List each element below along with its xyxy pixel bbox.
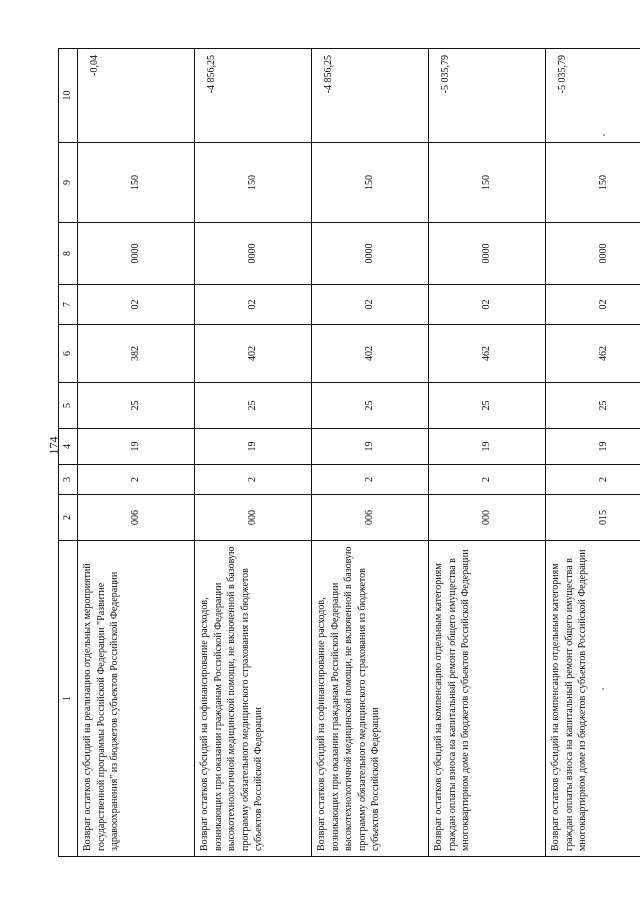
row-code-9: 150 xyxy=(78,143,195,223)
row-code-7: 02 xyxy=(429,285,546,325)
row-code-7: 02 xyxy=(312,285,429,325)
row-code-5: 25 xyxy=(78,383,195,429)
table-header-row xyxy=(59,49,78,857)
row-code-7: 02 xyxy=(546,285,640,325)
row-code-5: 25 xyxy=(195,383,312,429)
row-code-4: 19 xyxy=(429,429,546,465)
row-amount: -0,04 xyxy=(78,49,195,143)
row-code-6: 402 xyxy=(312,325,429,383)
row-code-3: 2 xyxy=(312,465,429,495)
table-row xyxy=(78,49,195,857)
header-cell: 9 xyxy=(59,143,78,223)
row-code-6: 462 xyxy=(429,325,546,383)
header-cell: 7 xyxy=(59,285,78,325)
row-code-9: 150 xyxy=(195,143,312,223)
row-code-8: 0000 xyxy=(312,223,429,285)
row-code-2: 006 xyxy=(78,495,195,541)
table-row xyxy=(546,49,640,857)
budget-table xyxy=(58,48,640,857)
row-code-9: 150 xyxy=(429,143,546,223)
row-code-8: 0000 xyxy=(429,223,546,285)
header-cell: 6 xyxy=(59,325,78,383)
row-code-9: 150 xyxy=(546,143,640,223)
row-code-4: 19 xyxy=(195,429,312,465)
row-code-3: 2 xyxy=(429,465,546,495)
row-code-7: 02 xyxy=(78,285,195,325)
row-code-2: 000 xyxy=(429,495,546,541)
row-code-7: 02 xyxy=(195,285,312,325)
row-code-3: 2 xyxy=(195,465,312,495)
row-code-8: 0000 xyxy=(78,223,195,285)
row-description: Возврат остатков субсидий на софинансирование расходов, возникающих при оказании гражданам Российской Федерации высокотехнологичной медицинской помощи, не включенной в базовую программу обязательного медицинского страхования из бюджетов субъектов Российской Федерации xyxy=(312,541,429,857)
row-code-5: 25 xyxy=(312,383,429,429)
row-code-8: 0000 xyxy=(195,223,312,285)
row-code-6: 402 xyxy=(195,325,312,383)
row-amount: -4 856,25 xyxy=(312,49,429,143)
row-code-4: 19 xyxy=(546,429,640,465)
header-cell: 10 xyxy=(59,49,78,143)
table-row xyxy=(429,49,546,857)
header-cell: 5 xyxy=(59,383,78,429)
header-cell: 4 xyxy=(59,429,78,465)
header-cell: 8 xyxy=(59,223,78,285)
row-description: Возврат остатков субсидий на реализацию отдельных мероприятий государственной программы Российской Федерации "Развитие здравоохранения" из бюджетов субъектов Российской Федерации xyxy=(78,541,195,857)
row-code-5: 25 xyxy=(546,383,640,429)
row-description: Возврат остатков субсидий на компенсацию отдельным категориям граждан оплаты взноса на капитальный ремонт общего имущества в многоквартирном доме из бюджетов субъектов Российской Федерации xyxy=(546,541,640,857)
page-number: 174 xyxy=(46,436,61,455)
row-code-6: 382 xyxy=(78,325,195,383)
row-code-3: 2 xyxy=(78,465,195,495)
header-cell: 2 xyxy=(59,495,78,541)
row-code-5: 25 xyxy=(429,383,546,429)
row-code-4: 19 xyxy=(78,429,195,465)
header-cell: 1 xyxy=(59,541,78,857)
row-code-2: 006 xyxy=(312,495,429,541)
row-code-9: 150 xyxy=(312,143,429,223)
row-amount: -5 035,79 xyxy=(429,49,546,143)
row-code-3: 2 xyxy=(546,465,640,495)
row-code-8: 0000 xyxy=(546,223,640,285)
row-amount: -5 035,79 xyxy=(546,49,640,143)
budget-table-rotated xyxy=(58,49,610,857)
row-code-6: 462 xyxy=(546,325,640,383)
scan-speck xyxy=(602,688,604,690)
scan-speck xyxy=(603,134,605,136)
row-description: Возврат остатков субсидий на софинансирование расходов, возникающих при оказании гражданам Российской Федерации высокотехнологичной медицинской помощи, не включенной в базовую программу обязательного медицинского страхования из бюджетов субъектов Российской Федерации xyxy=(195,541,312,857)
row-code-2: 000 xyxy=(195,495,312,541)
row-description: Возврат остатков субсидий на компенсацию отдельным категориям граждан оплаты взноса на капитальный ремонт общего имущества в многоквартирном доме из бюджетов субъектов Российской Федерации xyxy=(429,541,546,857)
table-row xyxy=(312,49,429,857)
table-row xyxy=(195,49,312,857)
header-cell: 3 xyxy=(59,465,78,495)
row-code-4: 19 xyxy=(312,429,429,465)
row-code-2: 015 xyxy=(546,495,640,541)
row-amount: -4 856,25 xyxy=(195,49,312,143)
